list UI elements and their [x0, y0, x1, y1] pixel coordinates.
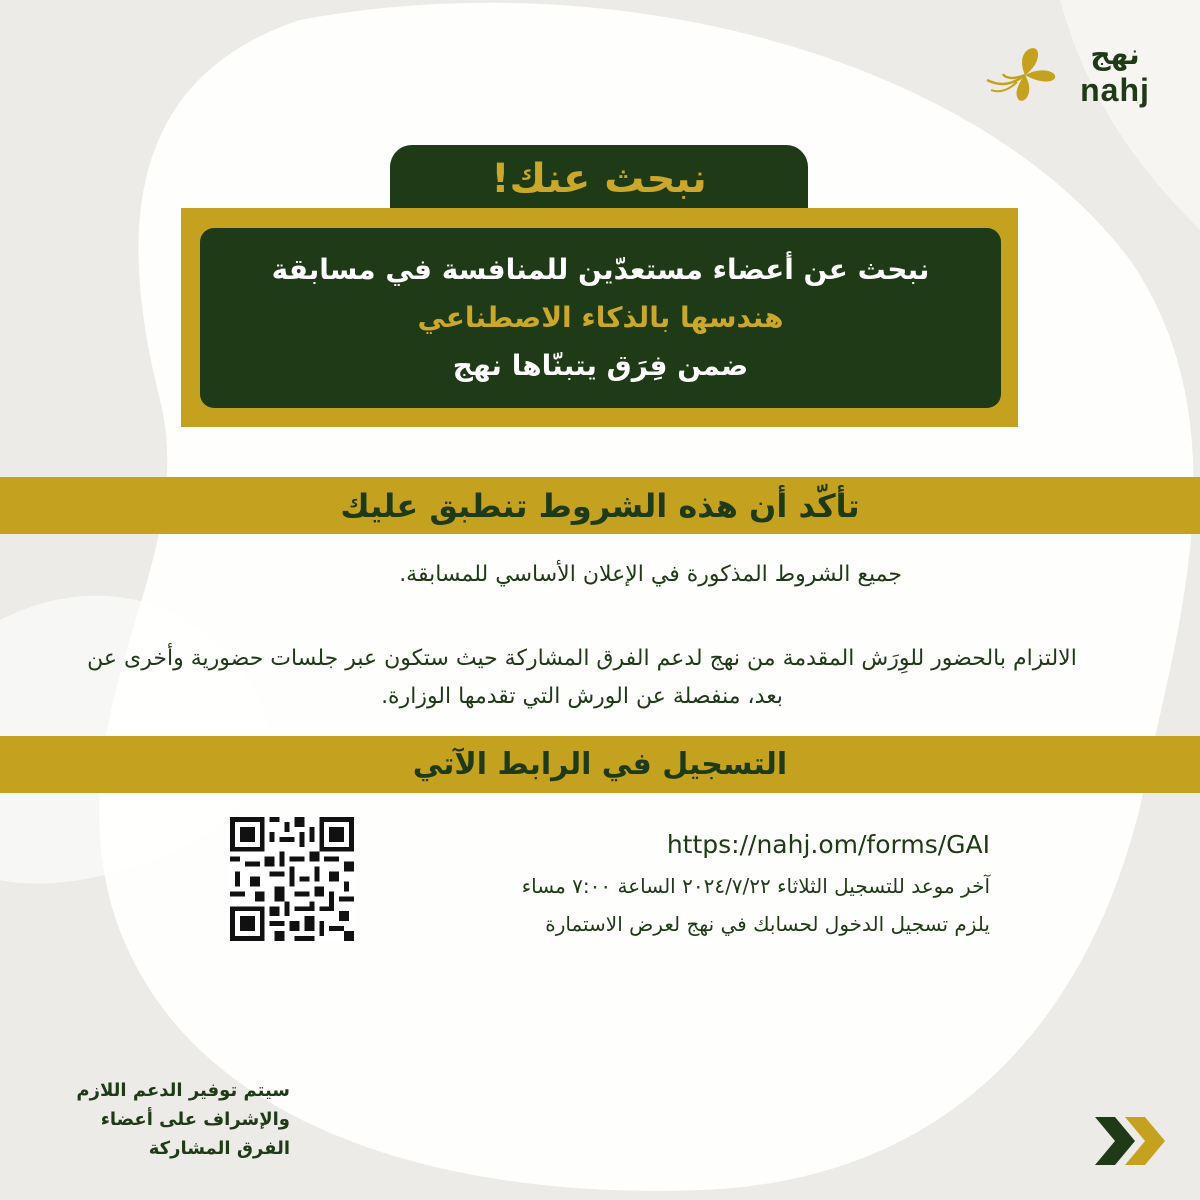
hero-line-3: ضمن فِرَق يتبنّاها نهج: [452, 349, 749, 382]
nahj-logo: [985, 38, 1160, 113]
headline-banner: نبحث عنك!: [390, 145, 808, 213]
hero-line-2: هندسها بالذكاء الاصطناعي: [417, 301, 784, 334]
login-requirement-note: يلزم تسجيل الدخول لحسابك في نهج لعرض الاستمارة: [545, 912, 990, 936]
logo-text-english: nahj: [1080, 72, 1150, 108]
support-note-line-3: الفرق المشاركة: [148, 1138, 290, 1159]
condition-item-1: جميع الشروط المذكورة في الإعلان الأساسي للمسابقة.: [399, 562, 902, 587]
double-chevron-right-icon: [1093, 1115, 1168, 1167]
registration-deadline: آخر موعد للتسجيل الثلاثاء ٢٠٢٤/٧/٢٢ الساعة ٧:٠٠ مساء: [521, 874, 990, 898]
conditions-title: تأكّد أن هذه الشروط تنطبق عليك: [0, 477, 1200, 534]
condition-item-2: الالتزام بالحضور للوِرَش المقدمة من نهج لدعم الفرق المشاركة حيث ستكون عبر جلسات حضورية وأخرى عن بعد، منفصلة عن الورش التي تقدمها الوزارة.: [87, 646, 1077, 709]
support-note-line-1: سيتم توفير الدعم اللازم: [76, 1080, 290, 1101]
registration-title: التسجيل في الرابط الآتي: [0, 736, 1200, 793]
nahj-leaf-logo-icon: [985, 42, 1067, 108]
hero-message-box: [200, 228, 1001, 408]
logo-text-arabic: نهج: [1090, 38, 1140, 71]
support-note-line-2: والإشراف على أعضاء: [100, 1109, 290, 1130]
registration-link[interactable]: https://nahj.om/forms/GAI: [666, 830, 990, 859]
hero-line-1: نبحث عن أعضاء مستعدّين للمنافسة في مسابقة: [271, 253, 930, 286]
support-note: [40, 1076, 290, 1163]
qr-code-icon[interactable]: [230, 817, 354, 941]
